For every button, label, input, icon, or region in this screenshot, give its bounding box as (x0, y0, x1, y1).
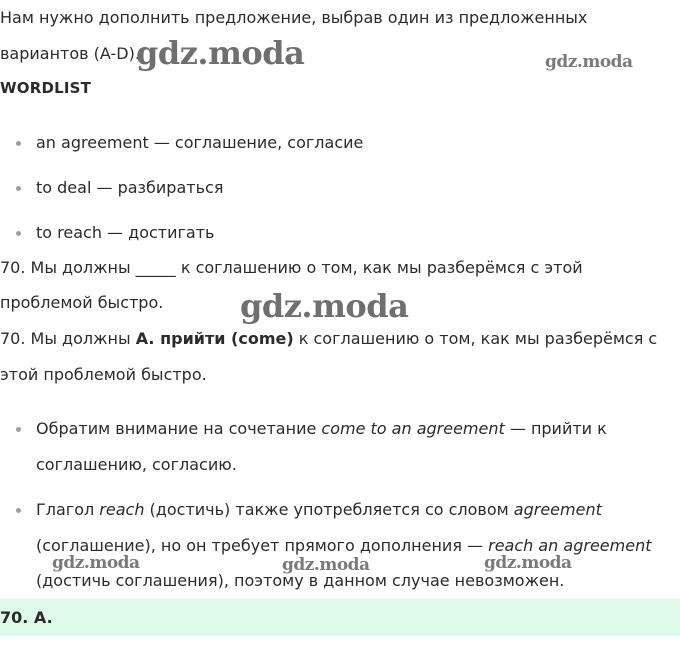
explanation-2-line-3: (достичь соглашения), поэтому в данном случае невозможен. (36, 571, 565, 590)
bullet-icon (16, 427, 21, 432)
answer-highlight (0, 599, 680, 636)
question-line-1: 70. Мы должны _____ к соглашению о том, как мы разберёмся с этой (0, 258, 583, 277)
wordlist-item: to deal — разбираться (36, 178, 224, 197)
bullet-icon (16, 508, 21, 513)
wordlist-item: an agreement — соглашение, согласие (36, 133, 364, 152)
text: Глагол (36, 500, 100, 519)
bullet-icon (16, 186, 21, 191)
solution-highlight: A. прийти (come) (135, 329, 294, 348)
solution-line-1 (0, 321, 657, 357)
watermark-logo: gdz.moda (484, 553, 572, 573)
solution-line-2: этой проблемой быстро. (0, 365, 207, 384)
wordlist-item: to reach — достигать (36, 223, 215, 242)
wordlist-title: WORDLIST (0, 79, 92, 97)
solution-suffix: к соглашению о том, как мы разберёмся с (293, 329, 658, 348)
watermark-logo: gdz.moda (136, 34, 305, 72)
explanation-2-line-1 (36, 492, 602, 528)
explanation-1-line-1 (36, 411, 607, 447)
watermark-logo: gdz.moda (240, 287, 409, 325)
solution-prefix: 70. Мы должны (0, 329, 136, 348)
text: (достичь) также употребляется со словом (144, 500, 514, 519)
phrase: reach (99, 500, 145, 519)
phrase: agreement (513, 500, 602, 519)
text: — прийти к (504, 419, 607, 438)
intro-line-1: Нам нужно дополнить предложение, выбрав один из предложенных (0, 8, 588, 27)
watermark-logo: gdz.moda (545, 52, 633, 72)
watermark-logo: gdz.moda (52, 553, 140, 573)
text: (соглашение), но он требует прямого дополнения — (36, 536, 489, 555)
phrase: reach an agreement (488, 536, 652, 555)
explanation-1-line-2: соглашению, согласию. (36, 455, 237, 474)
text: Обратим внимание на сочетание (36, 419, 322, 438)
answer: 70. A. (0, 608, 53, 627)
question-line-2: проблемой быстро. (0, 293, 164, 312)
phrase: come to an agreement (321, 419, 505, 438)
watermark-logo: gdz.moda (282, 555, 370, 575)
bullet-icon (16, 141, 21, 146)
intro-line-2: вариантов (A-D). (0, 44, 140, 63)
bullet-icon (16, 231, 21, 236)
